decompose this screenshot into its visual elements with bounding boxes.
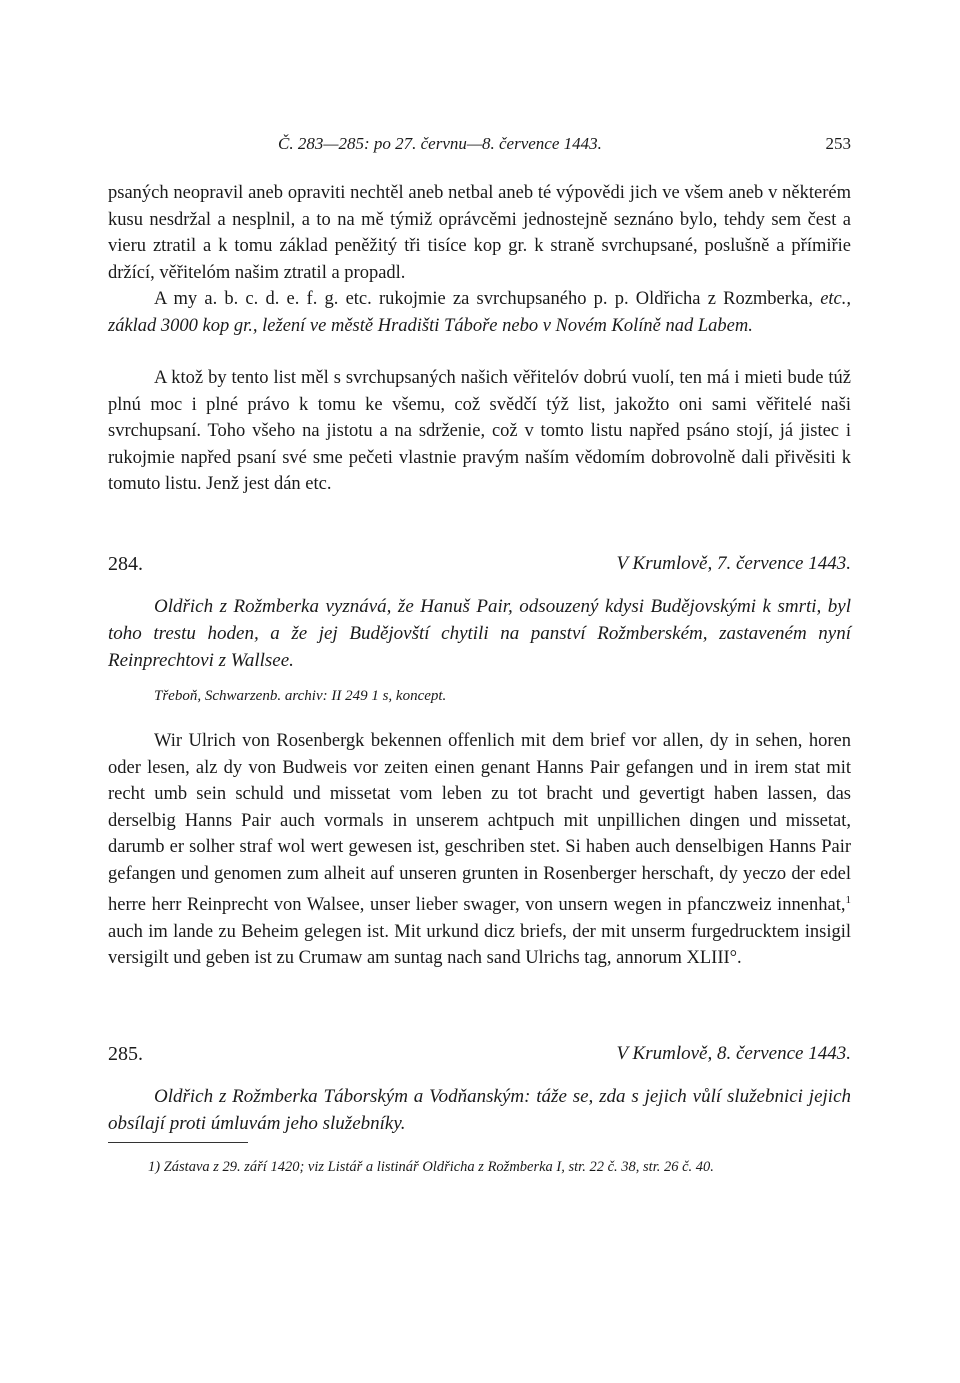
doc284-text: Wir Ulrich von Rosenbergk bekennen offenlich mit dem brief vor allen, dy in sehen, horen oder lesen, alz dy von Budweis vor zeiten einen genant Hanns Pair gefangen und in irem stat mit recht umb sein schuld und missetat vom leben zu tot bracht und gevertigt haben lassen, das derselbig Hanns Pair auch vormals in unserem achtpuch mit unpillichen dingen und missetat, darumb er solher straf wol wert gewesen ist, geschriben stet. Si haben auch denselbigen Hanns Pair gefangen und genomen zum alheit auf unseren grunten in Rosenberger herschaft, dy yeczo der edel herre herr Reinprecht von Walsee, unser lieber swager, von unsern wegen in pfanczweiz innenhat,$^1$ auch im lande zu Beheim gelegen ist. Mit urkund dicz briefs, der mit unserm furgedrucktem insigil versigilt und geben ist zu Crumaw am suntag nach sand Ulrichs tag, annorum XLIII°. — [108, 731, 851, 969]
doc285-number: 285. — [108, 1043, 143, 1065]
footnote-mark: 1 — [845, 894, 851, 906]
page-number: 253 — [825, 134, 851, 153]
footnote: 1) Zástava z 29. září 1420; viz Listář a listinář Oldřicha z Rožmberka I, str. 22 č. 38, str. 26 č. 40. — [148, 1159, 714, 1175]
doc285-regest: Oldřich z Rožmberka Táborským a Vodňanským: táže se, zda s jejich vůlí služebnici jejich obsílají proti úmluvám jeho služebníky. — [108, 1086, 851, 1134]
doc285-heading — [108, 1043, 851, 1073]
doc284-heading — [108, 553, 851, 583]
footnote-divider — [108, 1142, 248, 1143]
doc285-place-date: V Krumlově, 8. července 1443. — [616, 1043, 851, 1064]
doc284-number: 284. — [108, 553, 143, 575]
doc284-source: Třeboň, Schwarzenb. archiv: II 249 1 s, koncept. — [154, 688, 447, 704]
running-header — [108, 134, 851, 158]
doc284-regest: Oldřich z Rožmberka vyznává, že Hanuš Pair, odsouzený kdysi Budějovskými k smrti, byl toho trestu hoden, a že jej Budějovští chytili na panství Rožmberském, zastaveném nyní Reinprechtovi z Wallsee. — [108, 596, 851, 671]
doc283-paragraph-1: psaných neopravil aneb opraviti nechtěl aneb netbal aneb té výpovědi jich ve všem aneb v některém kusu nesdržal a nesplnil, a to na mě týmiž oprávcěmi jednostejně seznáno bylo, tehdy sem čest a vieru ztratil a k tomu základ peněžitý tři tisíce kop gr. k straně svrchupsané, poslušně a přímiřie držící, věřitelóm našim ztratil a propadl. — [108, 183, 851, 283]
doc283-paragraph-3: A ktož by tento list měl s svrchupsaných našich věřitelóv dobrú vuolí, ten má i mieti bude túž plnú moc i plné právo k tomu ke všemu, což svědčí týž list, jakožto oni sami věřitelé naši svrchupsaní. Toho všeho na jistotu a na sdrženie, což v tomto listu napřed psáno stojí, já jistec i rukojmie napřed psaní své sme pečeti vlastnie pravým naším vědomím dobrovolně dali přivěsiti k tomuto listu. Jenž jest dán etc. — [108, 368, 851, 494]
running-title: Č. 283—285: po 27. červnu—8. července 1443. — [278, 134, 602, 153]
doc283-paragraph-2: A my a. b. c. d. e. f. g. etc. rukojmie za svrchupsaného p. p. Oldřicha z Rozmberka, etc., základ 3000 kop gr., ležení ve městě Hradišti Táboře nebo v Novém Kolíně nad Labem. — [108, 289, 851, 336]
doc284-place-date: V Krumlově, 7. července 1443. — [616, 553, 851, 574]
